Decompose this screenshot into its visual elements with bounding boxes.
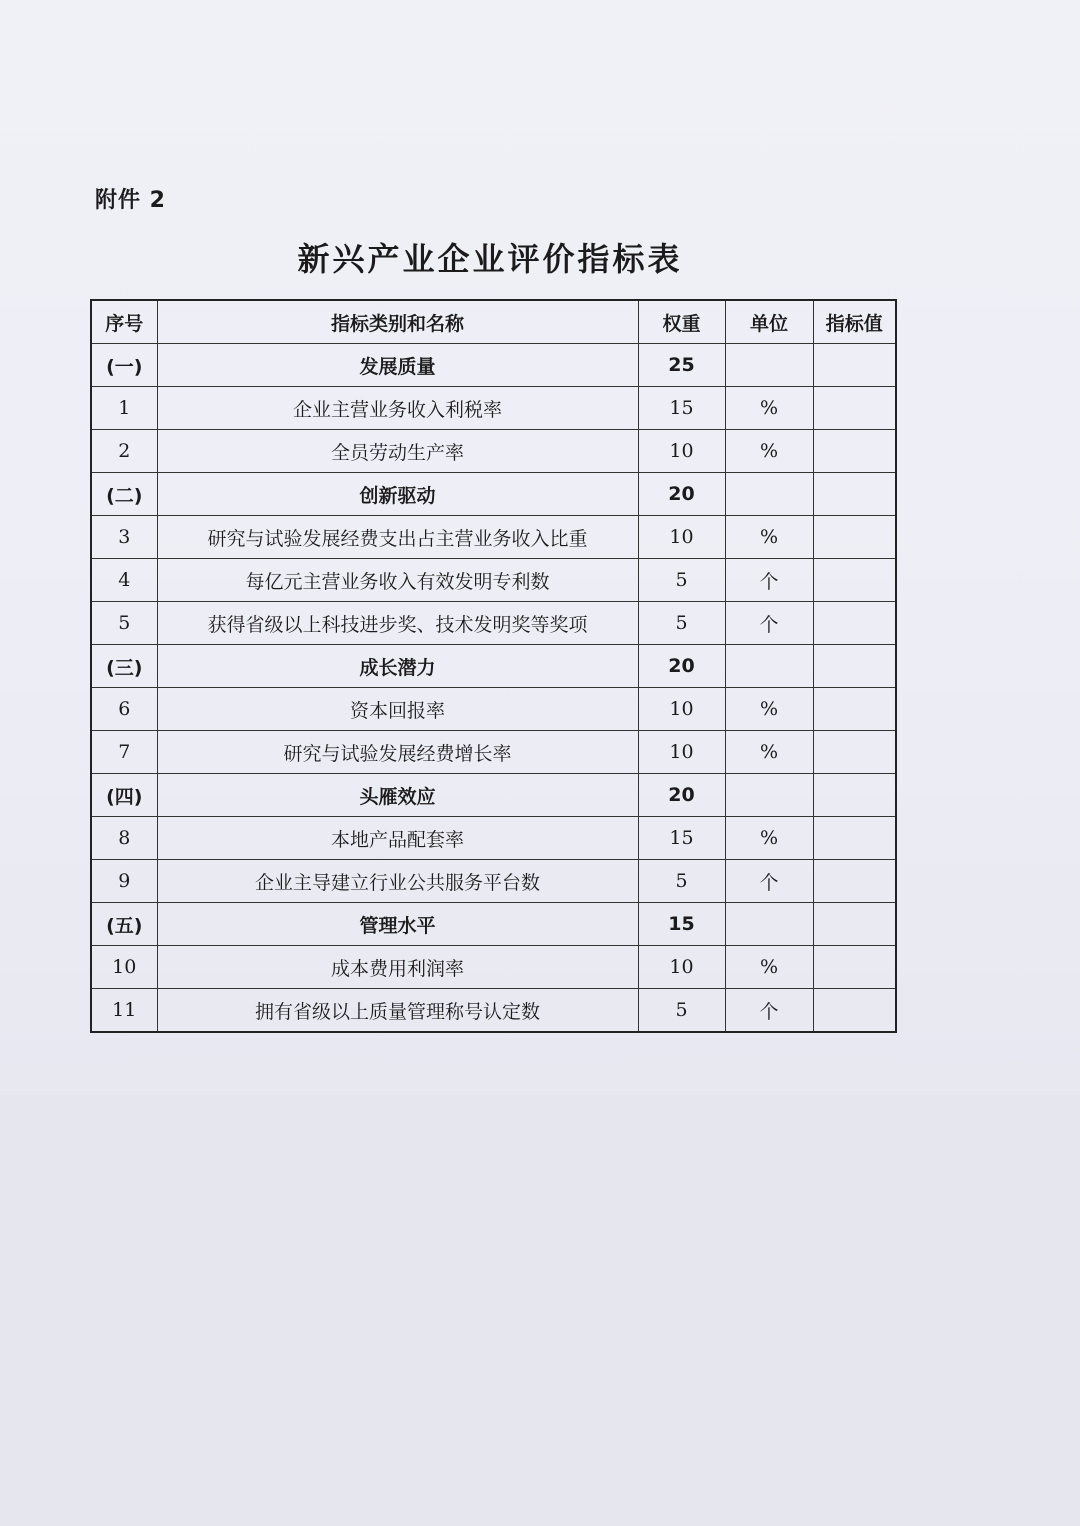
row-unit: %	[725, 817, 813, 860]
row-value	[813, 946, 896, 989]
row-value	[813, 731, 896, 774]
row-value	[813, 774, 896, 817]
row-weight: 10	[638, 430, 725, 473]
row-seq: (四)	[91, 774, 157, 817]
category-row	[91, 473, 896, 516]
header-value: 指标值	[813, 300, 896, 344]
row-name: 资本回报率	[157, 688, 638, 731]
attachment-label: 附件 2	[95, 188, 166, 213]
row-seq: 4	[91, 559, 157, 602]
row-value	[813, 989, 896, 1033]
row-name: 研究与试验发展经费增长率	[157, 731, 638, 774]
row-value	[813, 645, 896, 688]
row-unit	[725, 344, 813, 387]
row-name: 全员劳动生产率	[157, 430, 638, 473]
row-unit: 个	[725, 860, 813, 903]
row-weight: 15	[638, 903, 725, 946]
row-value	[813, 473, 896, 516]
row-name: 创新驱动	[157, 473, 638, 516]
row-name: 管理水平	[157, 903, 638, 946]
table-row	[91, 731, 896, 774]
table-row	[91, 516, 896, 559]
row-seq: 6	[91, 688, 157, 731]
row-value	[813, 430, 896, 473]
row-unit: 个	[725, 602, 813, 645]
row-name: 头雁效应	[157, 774, 638, 817]
row-weight: 5	[638, 559, 725, 602]
row-seq: 1	[91, 387, 157, 430]
table-header-row	[91, 300, 896, 344]
row-value	[813, 516, 896, 559]
row-value	[813, 817, 896, 860]
table-row	[91, 860, 896, 903]
row-seq: 2	[91, 430, 157, 473]
row-name: 每亿元主营业务收入有效发明专利数	[157, 559, 638, 602]
row-weight: 15	[638, 387, 725, 430]
row-name: 企业主营业务收入利税率	[157, 387, 638, 430]
indicator-table	[90, 299, 897, 1033]
row-unit	[725, 473, 813, 516]
document-title: 新兴产业企业评价指标表	[297, 240, 683, 278]
row-seq: 3	[91, 516, 157, 559]
row-unit: %	[725, 731, 813, 774]
row-unit	[725, 903, 813, 946]
table-row	[91, 946, 896, 989]
row-seq: 5	[91, 602, 157, 645]
header-name: 指标类别和名称	[157, 300, 638, 344]
row-unit	[725, 774, 813, 817]
row-weight: 20	[638, 473, 725, 516]
row-name: 成长潜力	[157, 645, 638, 688]
row-weight: 5	[638, 860, 725, 903]
row-weight: 5	[638, 602, 725, 645]
table-row	[91, 387, 896, 430]
row-weight: 10	[638, 516, 725, 559]
page-background	[0, 1095, 1080, 1526]
row-weight: 15	[638, 817, 725, 860]
row-weight: 10	[638, 946, 725, 989]
row-weight: 10	[638, 688, 725, 731]
row-value	[813, 344, 896, 387]
table-body	[91, 344, 896, 1033]
table-row	[91, 430, 896, 473]
row-seq: 11	[91, 989, 157, 1033]
row-value	[813, 602, 896, 645]
row-name: 本地产品配套率	[157, 817, 638, 860]
row-weight: 25	[638, 344, 725, 387]
row-unit: %	[725, 387, 813, 430]
row-value	[813, 903, 896, 946]
row-unit: 个	[725, 989, 813, 1033]
row-seq: (五)	[91, 903, 157, 946]
category-row	[91, 903, 896, 946]
row-value	[813, 559, 896, 602]
row-unit: %	[725, 430, 813, 473]
table-row	[91, 559, 896, 602]
row-unit: %	[725, 946, 813, 989]
row-seq: 9	[91, 860, 157, 903]
header-unit: 单位	[725, 300, 813, 344]
category-row	[91, 344, 896, 387]
row-seq: (一)	[91, 344, 157, 387]
table-row	[91, 688, 896, 731]
row-weight: 20	[638, 645, 725, 688]
row-weight: 20	[638, 774, 725, 817]
table-row	[91, 817, 896, 860]
row-unit: 个	[725, 559, 813, 602]
row-unit	[725, 645, 813, 688]
row-name: 拥有省级以上质量管理称号认定数	[157, 989, 638, 1033]
category-row	[91, 645, 896, 688]
row-name: 发展质量	[157, 344, 638, 387]
table-row	[91, 602, 896, 645]
row-weight: 5	[638, 989, 725, 1033]
row-seq: 10	[91, 946, 157, 989]
row-unit: %	[725, 516, 813, 559]
row-seq: (二)	[91, 473, 157, 516]
row-name: 成本费用利润率	[157, 946, 638, 989]
row-seq: 8	[91, 817, 157, 860]
row-weight: 10	[638, 731, 725, 774]
header-weight: 权重	[638, 300, 725, 344]
row-seq: (三)	[91, 645, 157, 688]
row-name: 研究与试验发展经费支出占主营业务收入比重	[157, 516, 638, 559]
row-name: 企业主导建立行业公共服务平台数	[157, 860, 638, 903]
row-unit: %	[725, 688, 813, 731]
row-name: 获得省级以上科技进步奖、技术发明奖等奖项	[157, 602, 638, 645]
row-value	[813, 860, 896, 903]
table-row	[91, 989, 896, 1033]
row-value	[813, 387, 896, 430]
row-seq: 7	[91, 731, 157, 774]
header-seq: 序号	[91, 300, 157, 344]
category-row	[91, 774, 896, 817]
row-value	[813, 688, 896, 731]
